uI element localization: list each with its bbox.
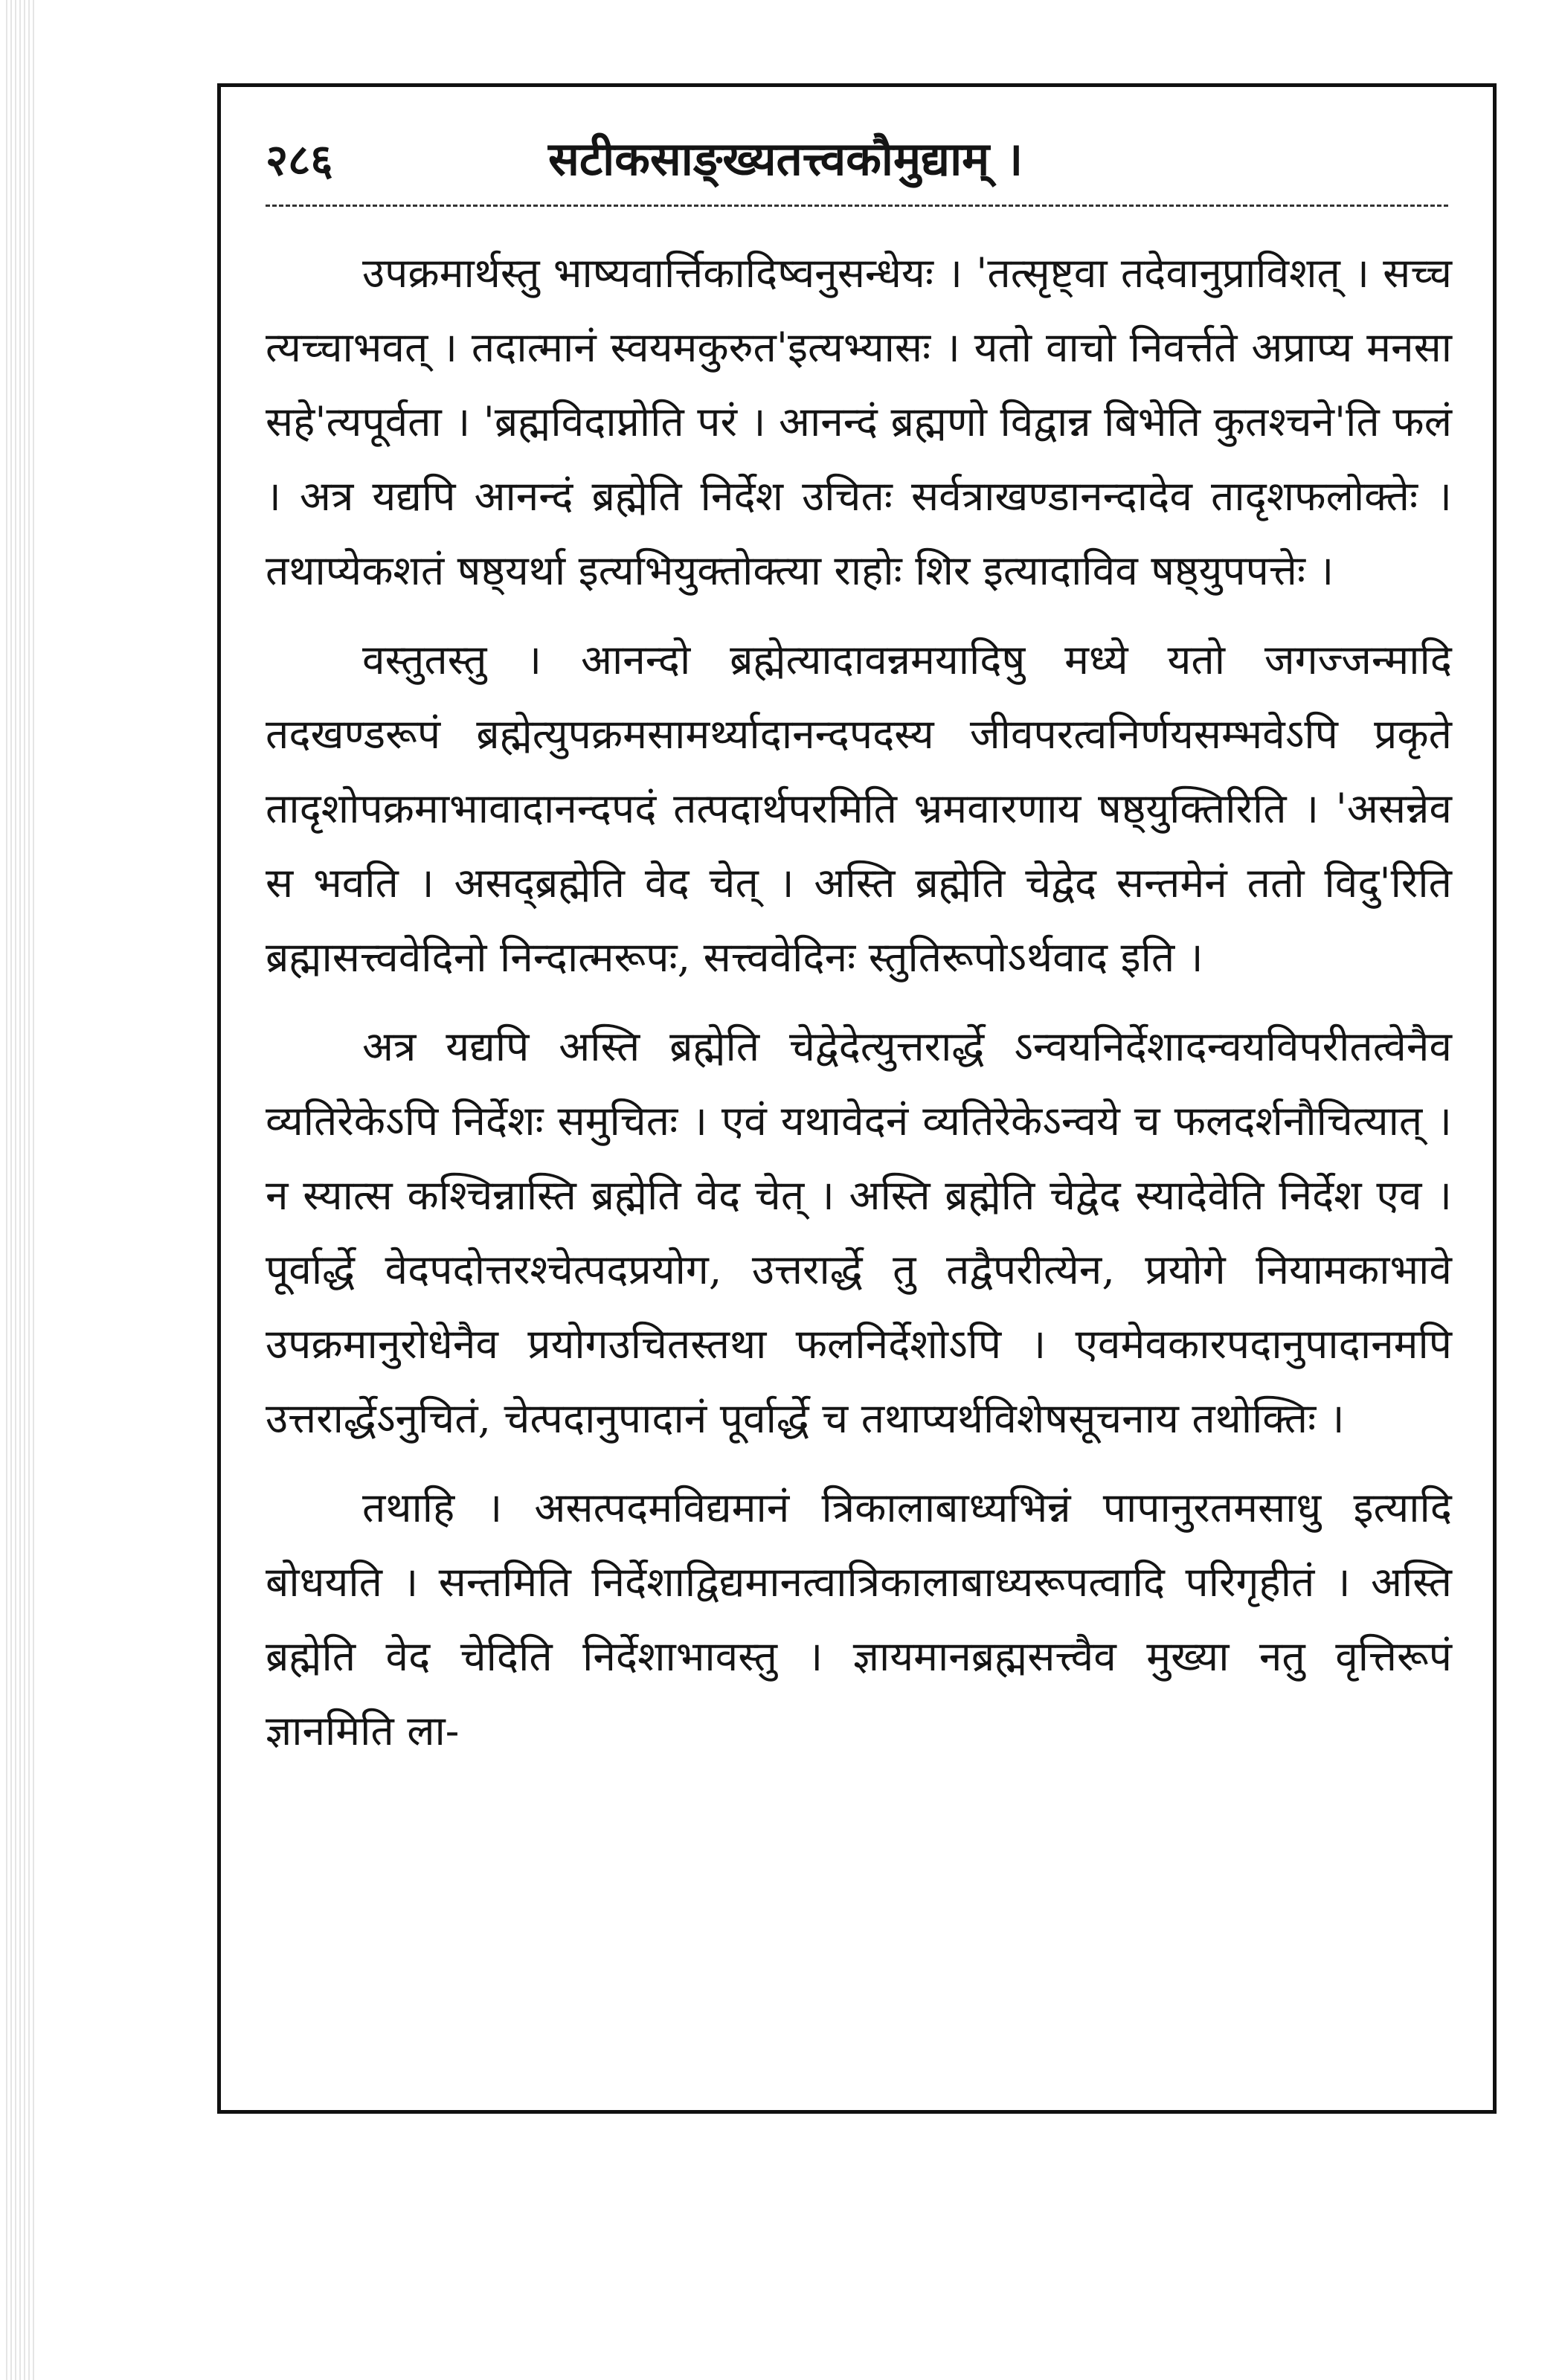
- paragraph-3: अत्र यद्यपि अस्ति ब्रह्मेति चेद्वेदेत्युत्तरार्द्धे ऽन्वयनिर्देशादन्वयविपरीतत्वेनैव व्यतिरेकेऽपि निर्देशः समुचितः । एवं यथावेदनं व्यतिरेकेऽन्वये च फलदर्शनौचित्यात् । न स्यात्स कश्चिन्नास्ति ब्रह्मेति वेद चेत् । अस्ति ब्रह्मेति चेद्वेद स्यादेवेति निर्देश एव । पूर्वार्द्धे वेदपदोत्तरश्चेत्पदप्रयोग, उत्तरार्द्धे तु तद्वैपरीत्येन, प्रयोगे नियामकाभावे उपक्रमानुरोधेनैव प्रयोगउचितस्तथा फलनिर्देशोऽपि । एवमेवकारपदानुपादानमपि उत्तरार्द्धेऽनुचितं, चेत्पदानुपादानं पूर्वार्द्धे च तथाप्यर्थविशेषसूचनाय तथोक्तिः ।: [266, 1023, 1452, 1442]
- paragraph-4: तथाहि । असत्पदमविद्यमानं त्रिकालाबाध्यभिन्नं पापानुरतमसाधु इत्यादि बोधयति । सन्तमिति निर्देशाद्विद्यमानत्वात्रिकालाबाध्यरूपत्वादि परिगृहीतं । अस्ति ब्रह्मेति वेद चेदिति निर्देशाभावस्तु । ज्ञायमानब्रह्मसत्त्वैव मुख्या नतु वृत्तिरूपं ज्ञानमिति ला-: [266, 1484, 1452, 1755]
- page-header: [266, 117, 1448, 199]
- header-divider: [266, 205, 1448, 207]
- page-frame: [217, 83, 1497, 2114]
- paragraph-1: उपक्रमार्थस्तु भाष्यवार्त्तिकादिष्वनुसन्धेयः । 'तत्सृष्ट्वा तदेवानुप्राविशत् । सच्च त्यच्चाभवत् । तदात्मानं स्वयमकुरुत'इत्यभ्यासः । यतो वाचो निवर्त्तते अप्राप्य मनसा सहे'त्यपूर्वता । 'ब्रह्मविदाप्नोति परं । आनन्दं ब्रह्मणो विद्वान्न बिभेति कुतश्चने'ति फलं । अत्र यद्यपि आनन्दं ब्रह्मेति निर्देश उचितः सर्वत्राखण्डानन्दादेव तादृशफलोक्तेः । तथाप्येकशतं षष्ठ्यर्था इत्यभियुक्तोक्त्या राहोः शिर इत्यादाविव षष्ठ्युपपत्तेः ।: [266, 249, 1452, 594]
- paragraph-2: वस्तुतस्तु । आनन्दो ब्रह्मेत्यादावन्नमयादिषु मध्ये यतो जगज्जन्मादि तदखण्डरूपं ब्रह्मेत्युपक्रमसामर्थ्यादानन्दपदस्य जीवपरत्वनिर्णयसम्भवेऽपि प्रकृते तादृशोपक्रमाभावादानन्दपदं तत्पदार्थपरमिति भ्रमवारणाय षष्ठ्युक्तिरिति । 'असन्नेव स भवति । असद्ब्रह्मेति वेद चेत् । अस्ति ब्रह्मेति चेद्वेद सन्तमेनं ततो विदु'रिति ब्रह्मासत्त्ववेदिनो निन्दात्मरूपः, सत्त्ववेदिनः स्तुतिरूपोऽर्थवाद इति ।: [266, 636, 1452, 981]
- running-title: सटीकसाङ्ख्यतत्त्वकौमुद्याम् ।: [548, 132, 1023, 186]
- body-text: [266, 236, 1452, 1783]
- scan-binding-edge: [6, 0, 36, 2380]
- page-number: २८६: [266, 134, 333, 185]
